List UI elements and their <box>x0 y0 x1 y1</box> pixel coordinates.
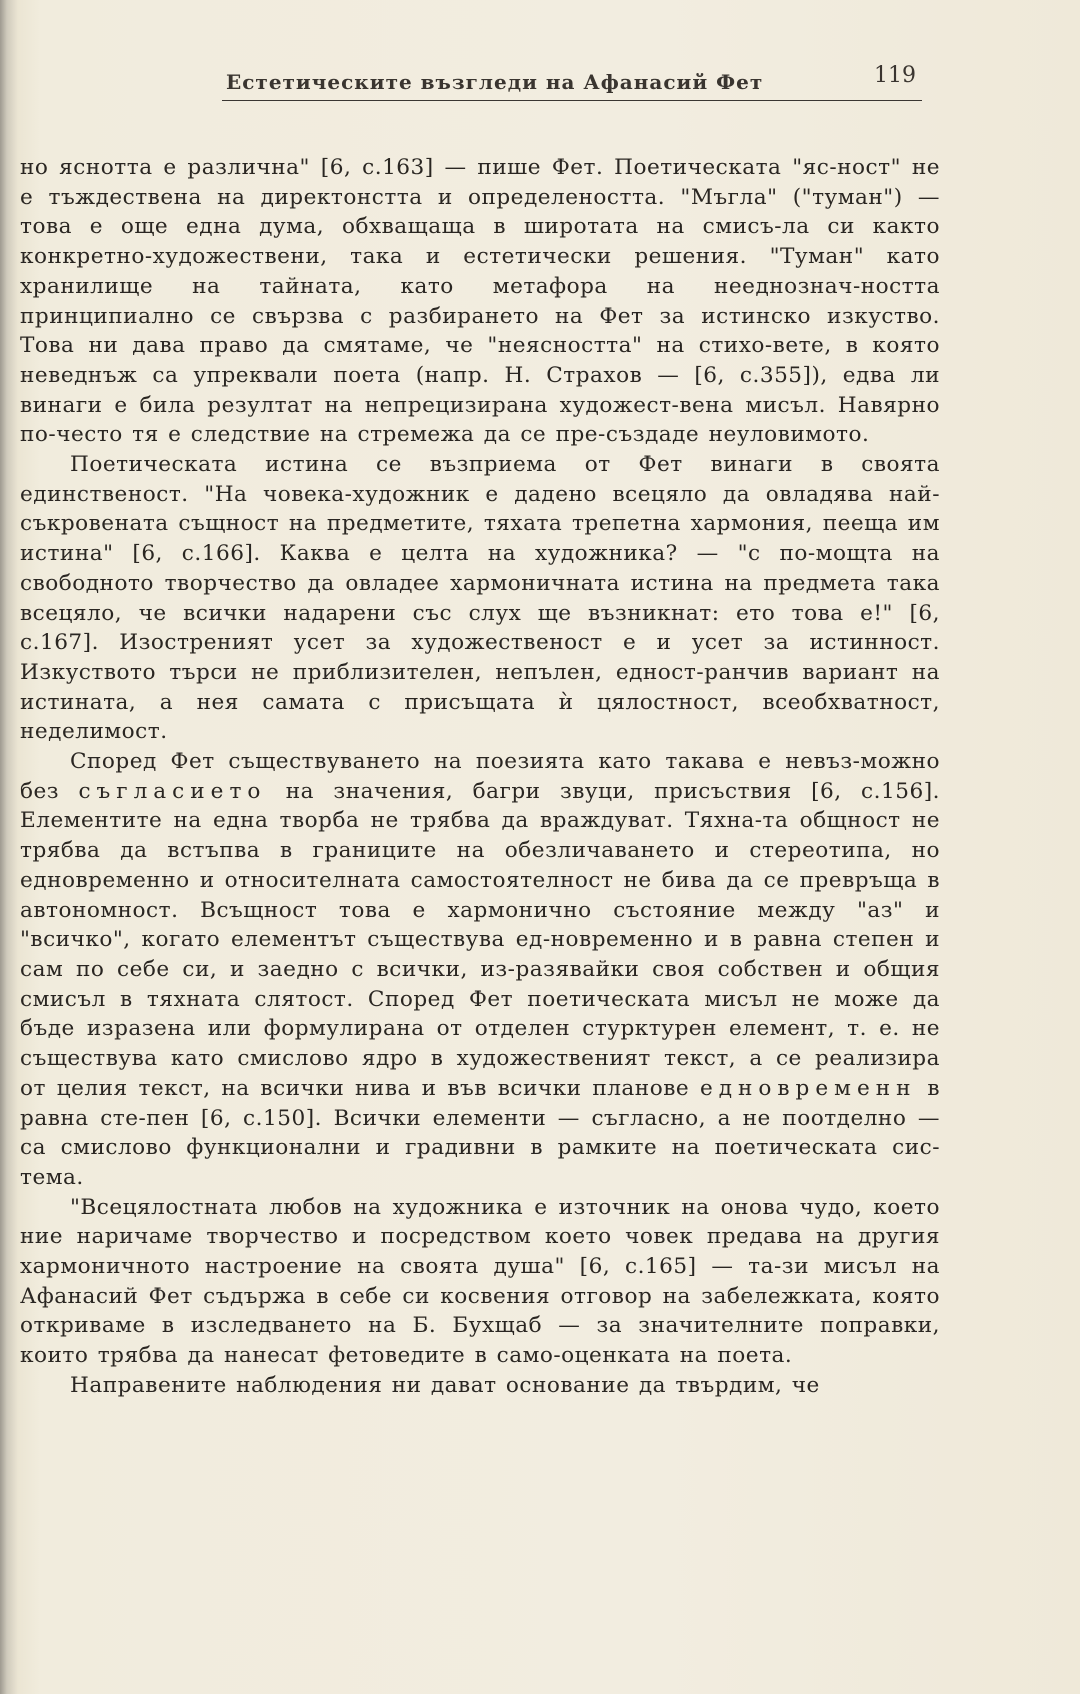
paragraph-3-part-2: на значения, багри звуци, присъствия [6, с.156]. Елементите на една творба не трябва да враждуват. Тяхна-та общност не трябва да встъпва в границите на обезличаването и стереотипа, но едновременно и относителната самостоятелност не бива да се превръща в автономност. Всъщност това е хармонично състояние между "аз" и "всичко", когато елементът съществува ед-новременно и в равна степен и сам по себе си, и заедно с всички, из-разявайки своя собствен и общия смисъл в тяхната слятост. Според Фет поетическата мисъл не може да бъде изразена или формулирана от отделен стурктурен елемент, т. е. не съществува като смислово ядро в художественият текст, а се реализира от целия текст, на всички нива и във всички планове <box>20 778 940 1101</box>
paragraph-3 <box>20 747 940 1193</box>
page-header <box>222 60 922 101</box>
paragraph-2: Поетическата истина се възприема от Фет винаги в своята единственост. "На човека-художник е дадено всецяло да овладява най-съкровената същност на предметите, тяхата трепетна хармония, пееща им истина" [6, с.166]. Каква е целта на художника? — "с по-мощта на свободното творчество да овладее хармоничната истина на предмета така всецяло, че всички надарени със слух ще възникнат: ето това е!" [6, с.167]. Изостреният усет за художественост е и усет за истинност. Изкуството търси не приблизителен, непълен, едност-ранчив вариант на истината, а нея самата с присъщата ѝ цялостност, всеобхватност, неделимост. <box>20 452 940 745</box>
spaced-emphasis-2: едновременн <box>699 1075 917 1101</box>
paragraph-4: "Всецялостната любов на художника е източник на онова чудо, което ние наричаме творчество и посредством което човек предава на другия хармоничното настроение на своята душа" [6, с.165] — та-зи мисъл на Афанасий Фет съдържа в себе си косвения отговор на забележката, която откриваме в изследването на Б. Бухщаб — за значителните поправки, които трябва да нанесат фетоведите в само-оценката на поета. <box>20 1194 940 1369</box>
paragraph-1: но яснотта е различна" [6, с.163] — пише Фет. Поетическата "яс-ност" не е тъждествена на директонстта и определеността. "Мъгла" ("туман") — това е още една дума, обхващаща в широтата на смисъ-ла си както конкретно-художествени, така и естетически решения. "Туман" като хранилище на тайната, като метафора на нееднознач-ността принципиално се свързва с разбирането на Фет за истинско изкуство. Това ни дава право да смятаме, че "неясността" на стихо-вете, в която неведнъж са упреквали поета (напр. Н. Страхов — [6, с.355]), едва ли винаги е била резултат на непрецизирана художест-вена мисъл. Навярно по-често тя е следствие на стремежа да се пре-създаде неуловимото. <box>20 155 940 448</box>
running-title: Естетическите възгледи на Афанасий Фет <box>226 70 764 94</box>
spaced-emphasis-1: съгласието <box>78 778 267 804</box>
paragraph-5: Направените наблюдения ни дават основание да твърдим, че <box>70 1372 820 1398</box>
paragraph-3-part-1: Според Фет съществуването на поезията като такава е невъз-можно без <box>20 749 940 804</box>
paragraph-3-part-3: в равна сте-пен [6, с.150]. Всички елементи — съгласно, а не поотделно — са смислово функционални и градивни в рамките на поетическата сис-тема. <box>20 1075 940 1190</box>
page-number: 119 <box>874 63 916 88</box>
body-text <box>20 153 940 1401</box>
